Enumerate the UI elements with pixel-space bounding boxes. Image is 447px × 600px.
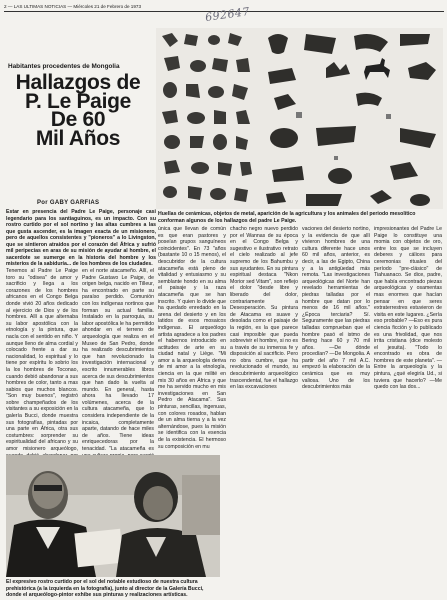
headline-line: P. Le Paige	[24, 89, 132, 113]
article-column-2: en el norte atacameño. Allí, el Padre Gustavo Le Paige, de origen belga, nacido en Tilleur, ha encontrado en parte su paraíso perdido. Comunión con los indígenas nortinos que forman su actual familia. Instalado en la parroquia, su labor apostólica le ha permitido ahondar en el terreno de arqueología que realiza en el Museo de San Pedro, donde ha realizado descubrimientos que han revolucionado la investigación internacional y escrito innumerables libros acerca de sus descubrimientos que han dado la vuelta al mundo. En general, hasta ahora ha llevado 17 volúmenes, acerca de la cultura atacameña, que lo considera independiente de la incaica, completamente aparte, datando de hace miles de años. Tiene ideas enriquecedoras por la tenacidad. "La atacameña es	[82, 268, 154, 453]
masthead: 2 — LAS ULTIMAS NOTICIAS — Miércoles 21 de Febrero de 1973	[4, 2, 444, 12]
article-column-6: impresionantes del Padre Le Paige lo constituye una momia con objetos de oro, entre los que se incluyen deberes y cálices para ceremonias rituales del período "pre-clásico" de Tiahuanaco. Se dice, padre, que había encontrado piezas arqueológicas y osamentas mas enormes que hacían pensar en que seres extraterrestres estuvieron de visita en este lugares. ¿Sería eso probable? —Eso es pura ciencia ficción y lo publicado es una frivolidad, que nos irrita cristiana (dice molesto el jesuita). "Todo lo encontrado es obra de hombres de este planeta". —Entre la arqueología y la pintura, ¿qué elegiría Ud., si tuviera que hacerlo? —Me quedo con las dos...	[374, 226, 442, 391]
lead-paragraph: Estar en presencia del Padre Le Paige, personaje casi legendario para los santiaguinos, es un impacto. Con su rostro curtido por el sol nortino y las altas cumbres a las que gusta ascender, es la imagen exacta de un misionero, pero de aquellos consistentes y "pioneros" a lo Livingston, que se sintieron atraídos por el corazón del África y sufrió mil peripecias en aras de su misión de ayudar al hombre, el sacerdote se sumerge en la historia del hombre y los misterios de la sabiduría... de los hombres de los ciudades.	[6, 209, 156, 267]
headline-line: Mil Años	[35, 126, 121, 150]
article-column-4: chacho negro nuevo perdido por el Wannas de su época en el Congo Belga y sugestivo e ilustrativo retrato el cielo realizado al jefe supremo de los Bahumbu y sus ayudantes. En su pintura espiritual destaca "Nkon Morior sed Vitam", son reflejo el dolor "desde libre y liberado del dolor, contrariamente a Desesperación. Su pintura de Atacama es suave y desolada como el paisaje de la región, es la que parece casi imposible que pueda sobrevivir el hombre, si no es a través de su inmensa fe y disposición al sacrificio. Pero no obra cumbre, que ha revolucionado el mundo, su descubrimiento arqueológico trascendental, fue el hallazgo en las excavaciones	[230, 226, 298, 391]
byline: Por GABY GARFIAS	[37, 200, 100, 206]
artifacts-photo	[156, 28, 443, 209]
headline-line: De 60	[50, 108, 106, 131]
handwritten-catalog-number: 692647	[204, 4, 251, 25]
headline-line: Hallazgos de	[15, 71, 141, 94]
article-column-3: única que llevan de común es que eran pastores y poseían grupos sanguíneos coincidentes". En 73 "años (bastante 10 o 15 menos), el descubridor de la cultura atacameña está pleno de vitalidad y entusiasmo y su semblante hondo en su alma el paisaje y la raza atacameña que se han inscrito. Y quien lo divide que ha quedado enredado en la arena del desierto y en los latidos de esos mosaicos indígenas. El arqueólogo artista agradece a los padres el habernos introducido en actitudes de arte en su ciudad natal y Liège. "Mi amor a la arqueología deriva de mi amor a la etnología, ciencia en la que milité en mis 30 años en África y que me ha servido mucho en mis investigaciones en San Pedro de Atacama". Sus pinturas, sencillas, ingenuas, con colores rosados, hablan de un alma tierna y a la vez alternándose, pues la misión se identifica con la esencia de la existencia. El hermoso su composición en mu	[158, 226, 226, 450]
portrait-photo	[6, 455, 220, 577]
portrait-photo-caption: El expresivo rostro curtido por el sol del notable estudioso de nuestra cultura prehistórica (a la izquierda en la fotografía), junto al director de la Galería Bucci, donde el arqueólogo-pintor exhibe sus pinturas y realizaciones artísticas.	[6, 579, 204, 598]
artifacts-photo-caption: Huellas de cerámicas, objetos de metal, aparición de la agricultura y los animales del periodo mesolítico conforman algunos de los hallazgos del padre Le Paige.	[158, 211, 416, 224]
kicker: Habitantes procedentes de Mongolia	[8, 63, 120, 70]
article-column-5: vaciones del desierto nortino, y la evidencia de que allí vivieron hombres de una cultura diferente hace unos 60 mil años, anterior, es decir, a las de Egipto, China y a la antigüedad más remota. "Las investigaciones arqueológicas del Norte han revelado herramientas de piedras talladas por el hombre que datan por lo menos de 16 mil años." ¿Época terciaria? Sí. Seguramente que las piedras talladas comprueban que el hombre pasó el istmo de Bering hace 60 y 70 mil años. —De dónde procedían? —De Mongolia. A partir del año 7 mil A.C. empezó la elaboración de la cerámica que es muy valiosa. Uno de los descubrimientos más	[302, 226, 370, 391]
headline	[6, 71, 150, 150]
article-column-1: Tenemos al Padre Le Paige toro su "odisea" de amor y sacrificio y llega a los corazones de los hombres africanos en el Congo Belga donde vivió 20 años dedicado al ejercicio de Dios y de los hombres. Allí a que alternaba su labor apostólica con la etnología y la pintura, que nacía con el sentido en niño. Y aunque lleno de alma cordial y colocado frente a dar su nacionalidad, lo espiritual y lo tiene por espíritu lo sobrio los la los hombres de Toconao, cuando debió abandonar a sus hombres de color, tanto a mas sabios que muchos blancos. "Son muy buenos", registró sobre champeñados de los visitantes a su exposición en la galería Bucci, donde muestra sus fotografías, pintadas por una parte en África, otra sus costumbres: sorprender su espiritualidad del africano y su amor misionero arqueólogo,	[6, 268, 78, 453]
